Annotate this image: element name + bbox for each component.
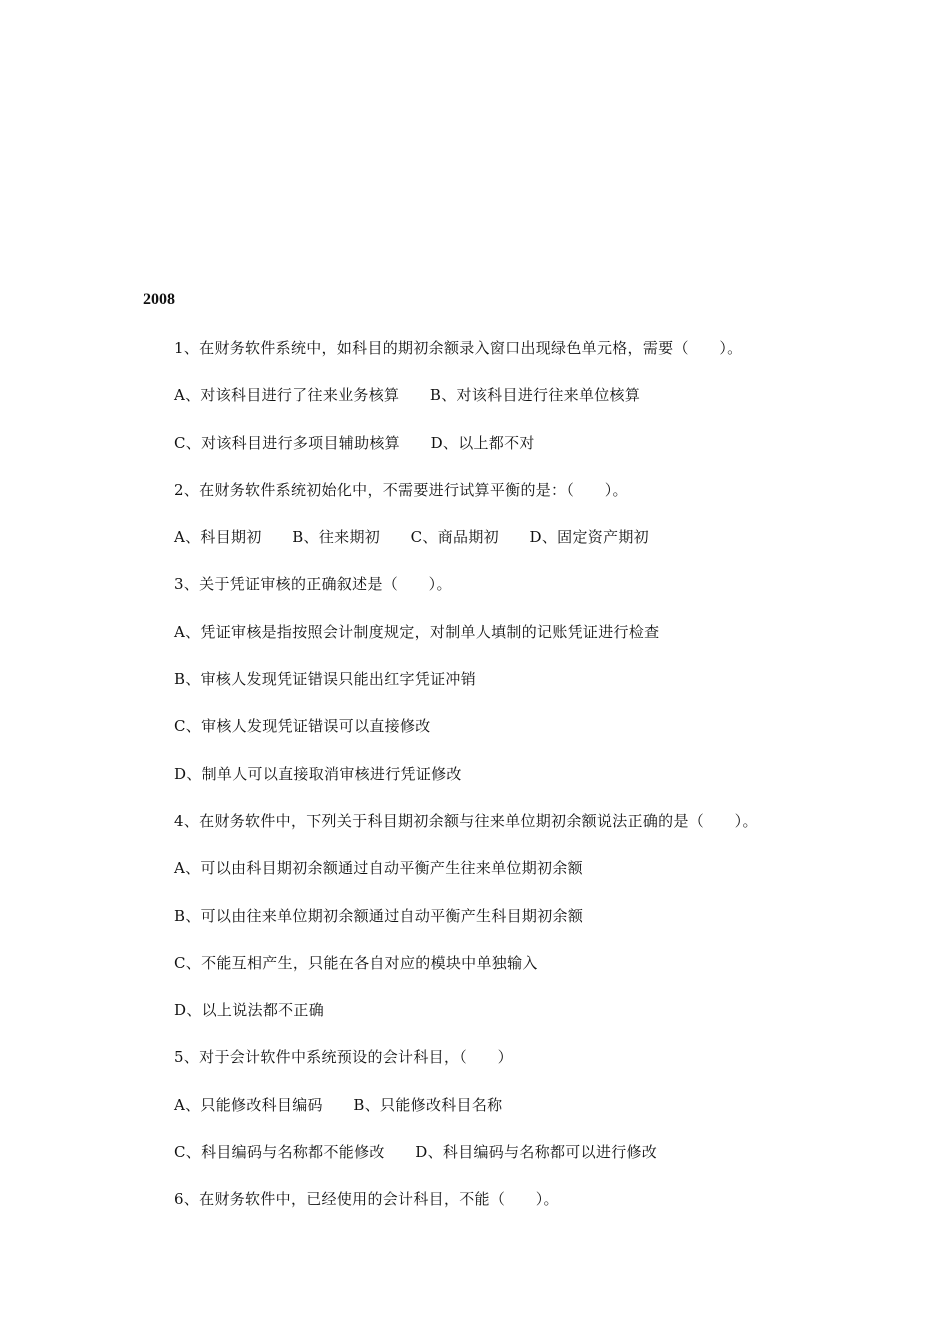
question-3-option-c: C、审核人发现凭证错误可以直接修改 (174, 717, 431, 736)
year-heading: 2008 (143, 291, 175, 308)
question-3-option-b: B、审核人发现凭证错误只能出红字凭证冲销 (174, 670, 477, 689)
question-1: 1、在财务软件系统中，如科目的期初余额录入窗口出现绿色单元格，需要（ ）。 (174, 339, 743, 357)
question-1-options-cd: C、对该科目进行多项目辅助核算 D、以上都不对 (174, 433, 535, 452)
question-4-option-b: B、可以由往来单位期初余额通过自动平衡产生科目期初余额 (174, 906, 584, 925)
question-4: 4、在财务软件中，下列关于科目期初余额与往来单位期初余额说法正确的是（ ）。 (174, 811, 758, 830)
question-list (174, 336, 874, 1235)
question-2: 2、在财务软件系统初始化中，不需要进行试算平衡的是：（ ）。 (174, 480, 628, 499)
question-4-option-c: C、不能互相产生，只能在各自对应的模块中单独输入 (174, 953, 538, 972)
question-1-options-ab: A、对该科目进行了往来业务核算 B、对该科目进行往来单位核算 (174, 386, 641, 405)
question-4-option-d: D、以上说法都不正确 (174, 1001, 325, 1020)
question-3-option-d: D、制单人可以直接取消审核进行凭证修改 (174, 764, 462, 783)
question-2-options: A、科目期初 B、往来期初 C、商品期初 D、固定资产期初 (174, 528, 649, 547)
question-3: 3、关于凭证审核的正确叙述是（ ）。 (174, 575, 452, 594)
question-5-options-cd: C、科目编码与名称都不能修改 D、科目编码与名称都可以进行修改 (174, 1143, 658, 1162)
question-6: 6、在财务软件中，已经使用的会计科目，不能（ ）。 (174, 1190, 559, 1209)
question-5: 5、对于会计软件中系统预设的会计科目，（ ） (174, 1048, 513, 1067)
question-4-option-a: A、可以由科目期初余额通过自动平衡产生往来单位期初余额 (174, 859, 583, 878)
question-3-option-a: A、凭证审核是指按照会计制度规定，对制单人填制的记账凭证进行检查 (174, 622, 660, 641)
question-5-options-ab: A、只能修改科目编码 B、只能修改科目名称 (174, 1095, 503, 1114)
